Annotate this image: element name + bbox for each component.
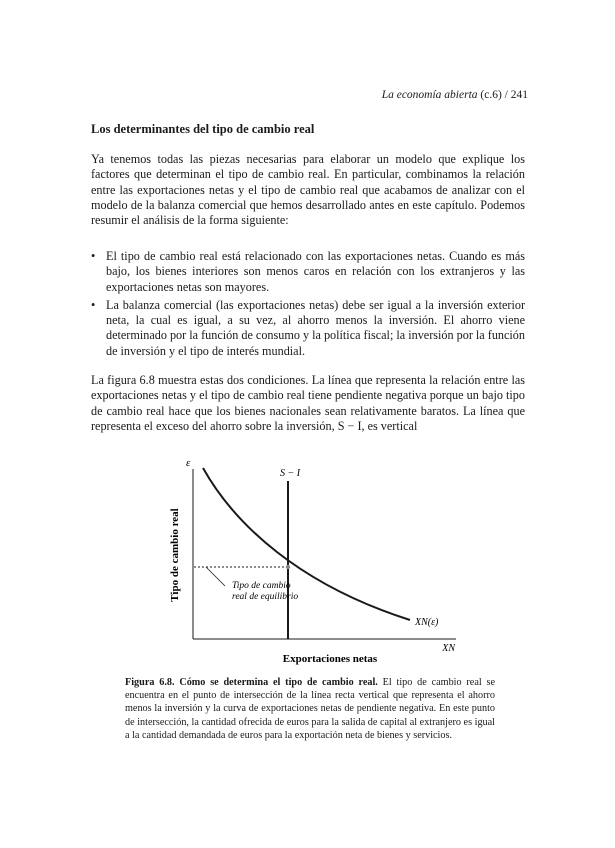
equilibrium-point — [286, 565, 290, 569]
curve-label: XN(ε) — [415, 617, 439, 628]
x-axis-symbol: XN — [442, 643, 455, 654]
section-title: Los determinantes del tipo de cambio real — [91, 122, 315, 136]
paragraph-1: Ya tenemos todas las piezas necesarias para elaborar un modelo que explique los factores que determinan el tipo de cambio real. En particular, combinamos la relación entre las exportaciones netas y el tipo de cambio real que acabamos de analizar con el modelo de la balanza comercial que hemos desarrollado antes en este capítulo. Podemos resumir el análisis de la forma siguiente: — [91, 152, 525, 228]
caption-label: Figura 6.8. Cómo se determina el tipo de cambio real. — [125, 677, 378, 688]
y-axis-label: Tipo de cambio real — [169, 508, 181, 602]
equilibrium-label-line-2: real de equilibrio — [232, 592, 299, 602]
figure-caption — [125, 676, 495, 742]
y-axis-symbol: ε — [186, 457, 191, 469]
bullet-item: • La balanza comercial (las exportaciones netas) debe ser igual a la inversión exterior neta, la cual es igual, a su vez, al ahorro menos la inversión. El ahorro viene determinado por la función de consumo y la política fiscal; la inversión por la función de inversión y el tipo de interés mundial. — [91, 298, 525, 359]
paragraph-2: La figura 6.8 muestra estas dos condiciones. La línea que representa la relación entre las exportaciones netas y el tipo de cambio real tiene pendiente negativa porque un bajo tipo de cambio real hace que los bienes nacionales sean relativamente baratos. La línea que representa el exceso del ahorro sobre la inversión, S − I, es vertical — [91, 373, 525, 433]
equilibrium-pointer — [206, 567, 225, 586]
vertical-line-label: S − I — [280, 468, 301, 479]
equilibrium-label-line-1: Tipo de cambio — [232, 581, 291, 591]
caption-text: El tipo de cambio real se encuentra en el punto de intersección de la línea recta vertical que representa el ahorro menos la inversión y la curva de exportaciones netas de pendiente negativa. En este punto de intersección, la cantidad ofrecida de euros para la salida de capital al extranjero es igual a la cantidad demandada de euros para la exportación neta de bienes y servicios. — [125, 677, 495, 741]
page-number: (c.6) / 241 — [477, 89, 528, 101]
running-title: La economía abierta — [381, 89, 478, 101]
bullet-item: • El tipo de cambio real está relacionado con las exportaciones netas. Cuando es más bajo, los bienes interiores son menos caros en relación con los extranjeros y las exportaciones netas son mayores. — [91, 249, 525, 295]
x-axis-label: Exportaciones netas — [282, 653, 378, 665]
